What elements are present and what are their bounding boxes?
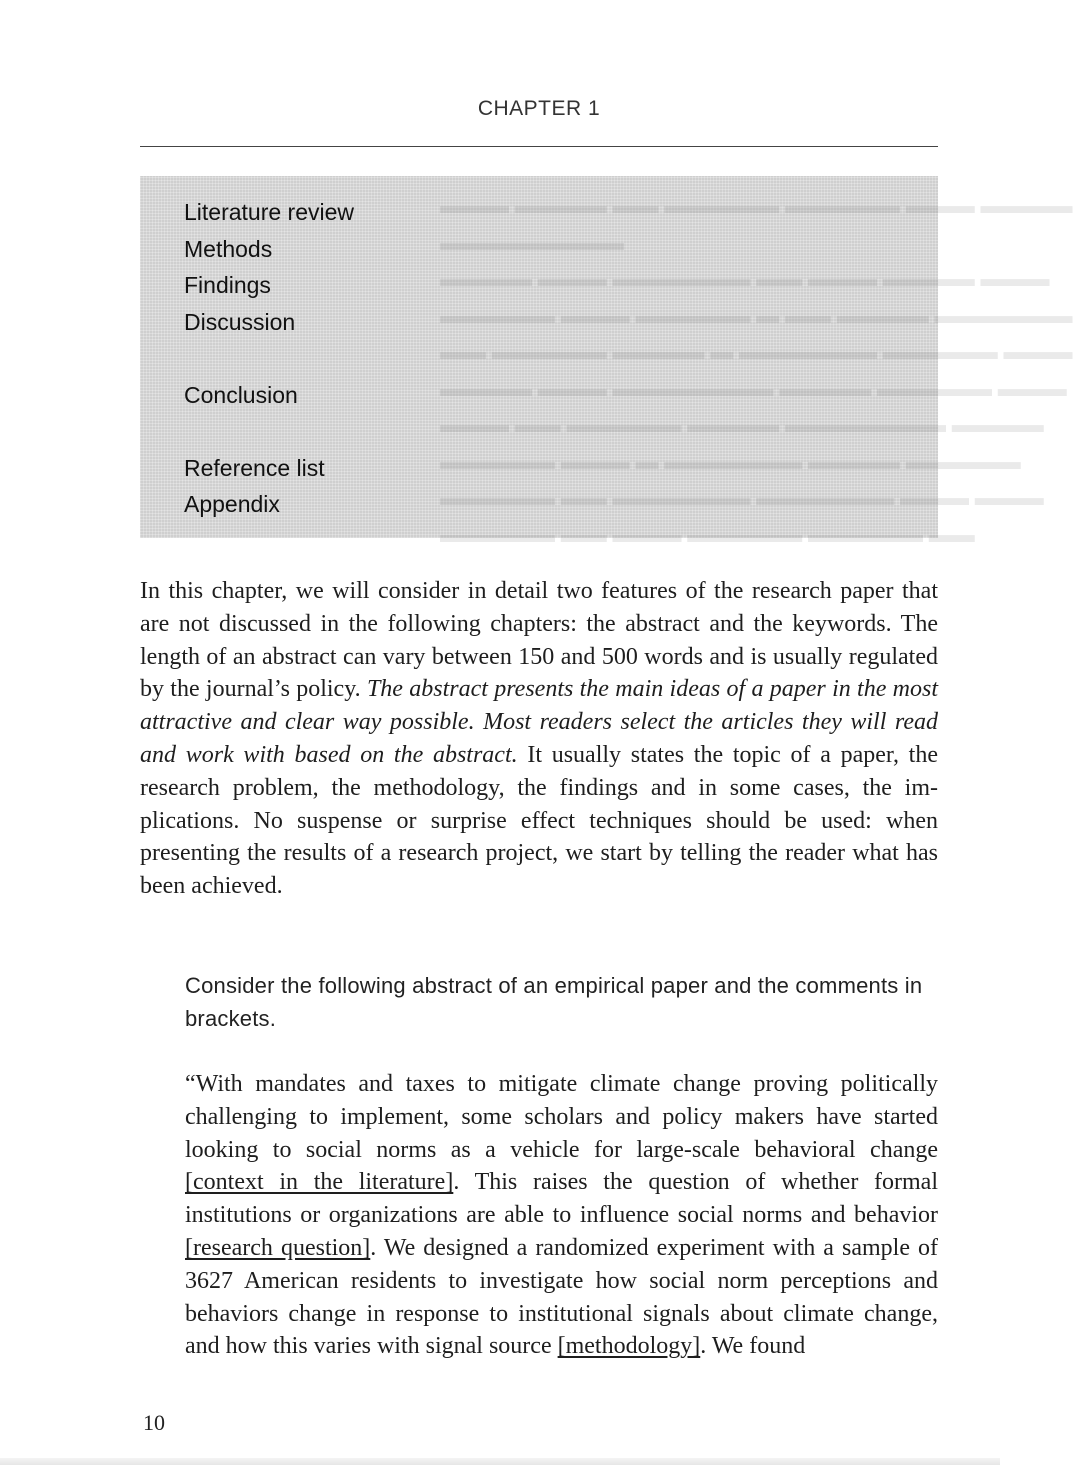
quote-text-4: . We found — [700, 1333, 806, 1360]
abstract-quote — [185, 1068, 938, 1363]
structure-item-methods: Methods — [184, 235, 273, 262]
page-edge-shadow — [0, 1458, 1000, 1465]
quote-text-1: “With mandates and taxes to mitigate climate change proving politically challenging to implement, some scholars and policy makers have started looking to social norms as a vehicle for large-scale behavioral change — [185, 1071, 938, 1163]
comment-context: [context in the literature] — [185, 1169, 454, 1196]
intro-italic-text: The abstract presents the main ideas of a paper in the most attractive and clear way possible. Most readers select the articles they will read and work with based on the abstract. — [140, 676, 938, 768]
intro-text-end: It usually states the topic of a paper, the research problem, the methodology, the findings and in some cases, the implications. No suspense or surprise effect techniques should be used: when presenting the results of a research project, we start by telling the reader what has been achieved. — [140, 741, 938, 900]
comment-research-question: [research question] — [185, 1234, 371, 1261]
task-instruction: Consider the following abstract of an empirical paper and the comments in brackets. — [185, 973, 923, 1031]
structure-item-findings: Findings — [184, 272, 271, 298]
header-rule — [140, 146, 938, 147]
structure-item-conclusion: Conclusion — [184, 381, 298, 408]
intro-text-start: In this chapter, we will consider in detail two features of the research paper that are not discussed in the following chapters: the abstract and the keywords. The length of an abstract can vary between 150 and 500 words and is usually regulated by the journal’s policy. — [140, 578, 938, 703]
chapter-header: CHAPTER 1 — [477, 97, 601, 120]
intro-paragraph — [140, 575, 938, 903]
structure-item-appendix: Appendix — [184, 491, 280, 517]
structure-item-discussion: Discussion — [184, 308, 296, 335]
structure-item-reference-list: Reference list — [184, 454, 325, 481]
quote-text-2: . This raises the question of whether formal institutions or organizations are able to influence social norms and behavior — [185, 1169, 938, 1229]
page-number: 10 — [143, 1410, 165, 1435]
structure-item-literature-review: Literature review — [184, 199, 355, 225]
quote-text-3: . We designed a randomized experiment with a sample of 3627 American residents to investigate how social norm perceptions and behaviors change in response to institutional signals about climate change, and how this varies with signal source — [185, 1234, 938, 1360]
show-through-texture: ▬▬▬ ▬▬▬▬ ▬▬ ▬▬▬▬▬ ▬▬▬▬▬ ▬▬▬ ▬▬▬▬ ▬▬▬▬▬▬▬▬ ▬▬▬▬ ▬▬▬ ▬▬▬▬▬▬ ▬▬ ▬▬▬ ▬▬▬▬ ▬▬▬ ▬▬▬▬▬ ▬▬▬ ▬▬▬▬▬ ▬ ▬▬ ▬▬▬▬ ▬▬▬▬▬▬ ▬▬ ▬▬▬▬▬ ▬▬▬▬ ▬ ▬▬▬▬▬▬ ▬▬▬▬▬ ▬▬▬ ▬▬▬▬ ▬▬▬ ▬▬▬▬▬▬▬ ▬▬▬▬ ▬▬▬▬▬ ▬▬▬ ▬▬▬ ▬▬ ▬▬▬▬▬ ▬▬▬▬ ▬▬▬▬▬▬▬ ▬▬▬▬ ▬▬▬▬▬ ▬▬▬ ▬ ▬▬▬▬▬▬ ▬▬▬▬ ▬▬▬▬▬ ▬▬▬▬▬ ▬▬ ▬▬▬▬▬▬ ▬▬▬▬▬▬ ▬▬▬ ▬▬▬ ▬▬▬▬▬ ▬▬ ▬▬▬ ▬▬▬▬▬ ▬▬▬▬▬ ▬▬ — [440, 193, 1073, 547]
structure-list — [184, 194, 354, 523]
comment-methodology: [methodology] — [557, 1333, 701, 1360]
paper-structure-box — [140, 176, 1073, 547]
